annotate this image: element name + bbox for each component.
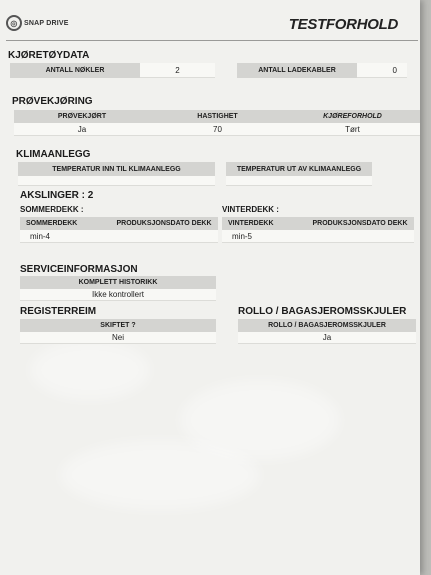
cables-label: ANTALL LADEKABLER: [237, 63, 357, 78]
company-logo: [6, 12, 88, 34]
cargo-cover-label: ROLLO / BAGASJEROMSSKJULER: [238, 319, 416, 332]
keys-value: 2: [140, 63, 215, 78]
testdrive-col-conditions: KJØREFORHOLD: [285, 110, 420, 123]
winter-production-date-value: [306, 230, 414, 243]
keys-label: ANTALL NØKLER: [10, 63, 140, 78]
temp-in-label: TEMPERATUR INN TIL KLIMAANLEGG: [18, 162, 215, 176]
steering-wheel-logo-icon: ◎: [6, 15, 22, 31]
header-divider: [6, 40, 418, 41]
section-heading-climate: KLIMAANLEGG: [16, 149, 91, 160]
section-heading-vehicle: KJØRETØYDATA: [8, 50, 90, 61]
testdrive-speed-value: 70: [150, 123, 285, 136]
summer-col-tyres: SOMMERDEKK: [20, 217, 110, 230]
temp-in-value: [18, 176, 215, 186]
page-edge-shadow: [420, 0, 431, 575]
winter-col-production-date: PRODUKSJONSDATO DEKK: [306, 217, 414, 230]
timing-belt-changed-value: Nei: [20, 332, 216, 344]
cables-value: 0: [357, 63, 407, 78]
service-history-value: Ikke kontrollert: [20, 289, 216, 301]
section-heading-cargo-cover: ROLLO / BAGASJEROMSSKJULER: [238, 306, 407, 317]
section-heading-axles: AKSLINGER : 2: [20, 190, 94, 201]
summer-tyres-heading: SOMMERDEKK :: [20, 205, 84, 214]
logo-text: SNAP DRIVE: [24, 19, 69, 27]
testdrive-driven-value: Ja: [14, 123, 150, 136]
temp-out-label: TEMPERATUR UT AV KLIMAANLEGG: [226, 162, 372, 176]
document-title: TESTFORHOLD: [288, 16, 398, 33]
paper-wrinkle: [60, 440, 260, 510]
testdrive-col-speed: HASTIGHET: [150, 110, 285, 123]
timing-belt-changed-label: SKIFTET ?: [20, 319, 216, 332]
service-history-label: KOMPLETT HISTORIKK: [20, 276, 216, 289]
winter-col-tyres: VINTERDEKK: [222, 217, 306, 230]
testdrive-col-driven: PRØVEKJØRT: [14, 110, 150, 123]
summer-col-production-date: PRODUKSJONSDATO DEKK: [110, 217, 218, 230]
section-heading-timing-belt: REGISTERREIM: [20, 306, 97, 317]
summer-tyres-value: min-4: [20, 230, 110, 243]
paper-wrinkle: [30, 340, 150, 400]
section-heading-service: SERVICEINFORMASJON: [20, 264, 138, 275]
testdrive-conditions-value: Tørt: [285, 123, 420, 136]
cargo-cover-value: Ja: [238, 332, 416, 344]
winter-tyres-heading: VINTERDEKK :: [222, 205, 279, 214]
temp-out-value: [226, 176, 372, 186]
winter-tyres-value: min-5: [222, 230, 306, 243]
section-heading-testdrive: PRØVEKJØRING: [12, 96, 93, 107]
summer-production-date-value: [110, 230, 218, 243]
